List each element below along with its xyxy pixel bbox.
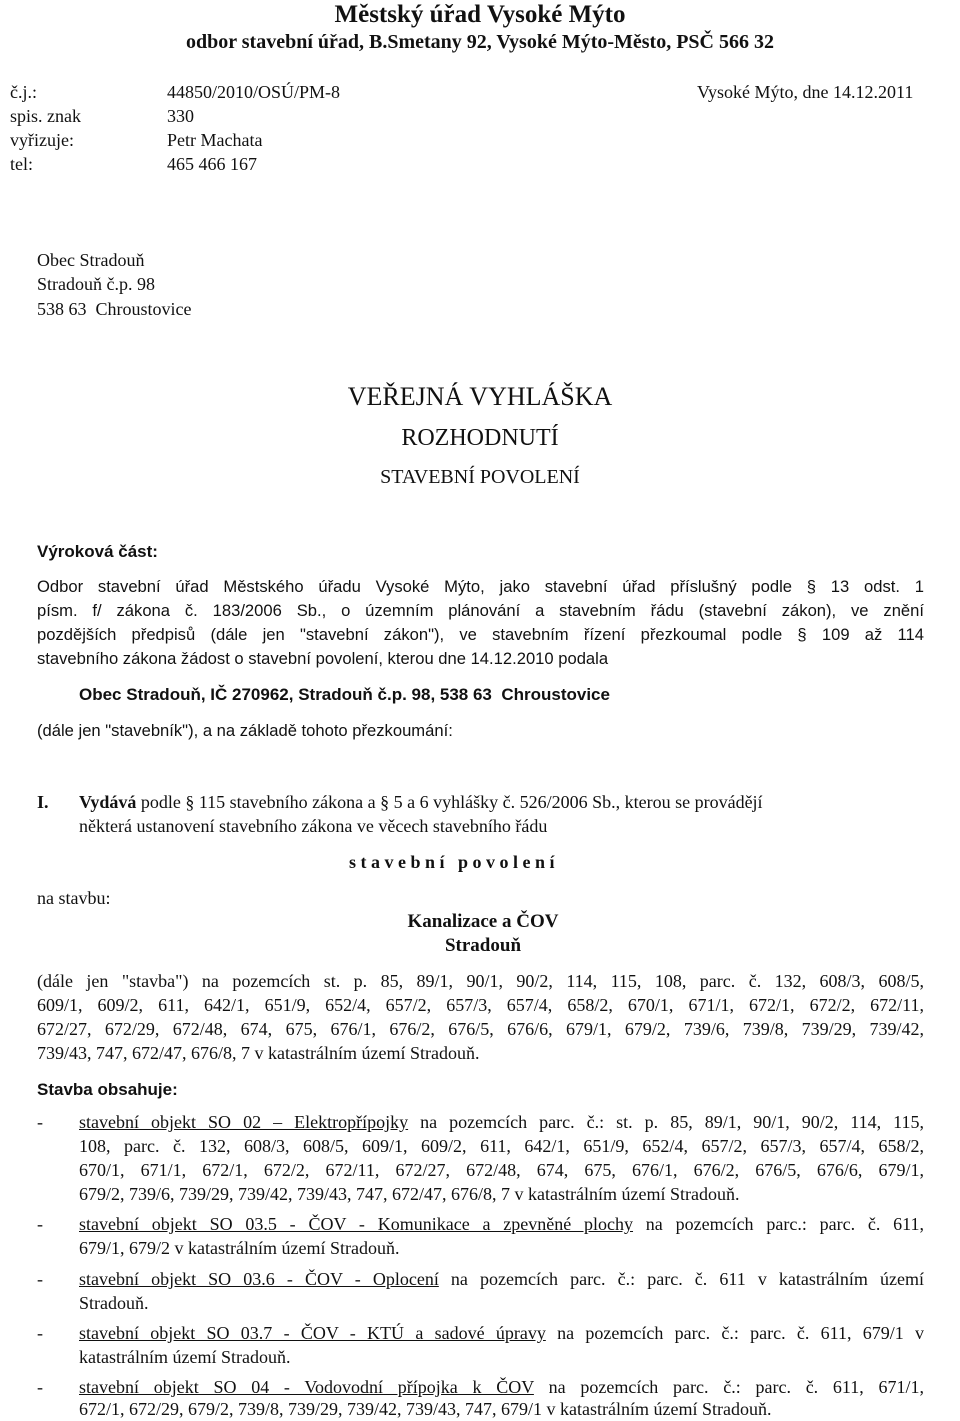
so036-text: na pozemcích parc. č.: parc. č. 611 v katastrálním území <box>438 1269 924 1289</box>
so037-title: stavební objekt SO 03.7 - ČOV - KTÚ a sadové úpravy <box>79 1323 546 1343</box>
office-name: Městský úřad Vysoké Mýto <box>334 1 626 28</box>
list-item-so02-line3: 670/1, 671/1, 672/1, 672/2, 672/11, 672/27, 672/48, 674, 675, 676/1, 676/2, 676/5, 676/6, 679/1, <box>79 1160 924 1180</box>
contents-heading: Stavba obsahuje: <box>37 1080 178 1099</box>
list-item-so02-line4: 679/2, 739/6, 739/29, 739/42, 739/43, 747, 672/47, 676/8, 7 v katastrálním území Stradouň. <box>79 1184 740 1204</box>
list-item-so02-line2: 108, parc. č. 132, 608/3, 608/5, 609/1, 609/2, 611, 642/1, 651/9, 652/4, 657/2, 657/3, 657/4, 658/2, <box>79 1136 924 1156</box>
so02-text: na pozemcích parc. č.: st. p. 85, 89/1, 90/1, 90/2, 114, 115, <box>408 1112 924 1132</box>
building-name-line1: Kanalizace a ČOV <box>407 911 559 932</box>
parcels-line3: 672/27, 672/29, 672/48, 674, 675, 676/1, 676/2, 676/5, 676/6, 679/1, 679/2, 739/6, 739/8, 739/29, 739/42, <box>37 1019 924 1039</box>
recipient-line2: Stradouň č.p. 98 <box>37 274 155 294</box>
tel-label: tel: <box>10 154 33 174</box>
list-item-so037-line1 <box>79 1321 924 1345</box>
so04-title: stavební objekt SO 04 - Vodovodní přípojka k ČOV <box>79 1377 534 1397</box>
so035-title: stavební objekt SO 03.5 - ČOV - Komunikace a zpevněné plochy <box>79 1214 634 1234</box>
title-public-notice: VEŘEJNÁ VYHLÁŠKA <box>347 382 613 411</box>
verdict-heading: Výroková část: <box>37 542 158 561</box>
recipient-line3: 538 63 Chroustovice <box>37 299 192 319</box>
vyrizuje-label: vyřizuje: <box>10 130 74 150</box>
list-item-so035-line2: 679/1, 679/2 v katastrálním území Stradouň. <box>79 1238 400 1258</box>
list-item-so04-line1 <box>79 1375 924 1399</box>
recipient-line1: Obec Stradouň <box>37 250 145 270</box>
verdict-line3: pozdějších předpisů (dále jen "stavební zákon"), ve stavebním řízení přezkoumal podle § 109 až 114 <box>37 625 924 644</box>
verdict-line2: písm. f/ zákona č. 183/2006 Sb., o územním plánování a stavebním řádu (stavební zákon), ve znění <box>37 601 924 620</box>
list-item-so02-line1 <box>79 1110 924 1134</box>
parcels-line2: 609/1, 609/2, 611, 642/1, 651/9, 652/4, 657/2, 657/3, 657/4, 658/2, 670/1, 671/1, 672/1, 672/2, 672/11, <box>37 995 924 1015</box>
building-label: na stavbu: <box>37 888 111 908</box>
so037-text: na pozemcích parc. č.: parc. č. 611, 679/1 v <box>545 1323 924 1343</box>
parcels-line4: 739/43, 747, 672/47, 676/8, 7 v katastrálním území Stradouň. <box>37 1043 480 1063</box>
section-number: I. <box>37 792 49 812</box>
section-issues-line2: některá ustanovení stavebního zákona ve věcech stavebního řádu <box>79 816 548 836</box>
verdict-line1: Odbor stavební úřad Městského úřadu Vysoké Mýto, jako stavební úřad příslušný podle § 13 odst. 1 <box>37 577 924 596</box>
issues-keyword: Vydává <box>79 792 137 812</box>
place-date: Vysoké Mýto, dne 14.12.2011 <box>697 82 914 102</box>
building-name-line2: Stradouň <box>444 935 522 956</box>
applicant: Obec Stradouň, IČ 270962, Stradouň č.p. 98, 538 63 Chroustovice <box>79 685 610 704</box>
issues-text: podle § 115 stavebního zákona a § 5 a 6 vyhlášky č. 526/2006 Sb., kterou se provádějí <box>136 792 763 812</box>
list-bullet: - <box>37 1323 43 1343</box>
spis-label: spis. znak <box>10 106 81 126</box>
list-bullet: - <box>37 1214 43 1234</box>
so035-text: na pozemcích parc.: parc. č. 611, <box>633 1214 925 1234</box>
permit-heading: s t a v e b n í p o v o l e n í <box>349 852 555 872</box>
verdict-line4: stavebního zákona žádost o stavební povolení, kterou dne 14.12.2010 podala <box>37 649 609 668</box>
department-address: odbor stavební úřad, B.Smetany 92, Vysoké Mýto-Město, PSČ 566 32 <box>186 31 774 53</box>
list-item-so036-line1 <box>79 1267 924 1291</box>
parcels-line1: (dále jen "stavba") na pozemcích st. p. 85, 89/1, 90/1, 90/2, 114, 115, 108, parc. č. 132, 608/3, 608/5, <box>37 971 924 991</box>
list-item-so035-line1 <box>79 1212 924 1236</box>
list-bullet: - <box>37 1269 43 1289</box>
cj-label: č.j.: <box>10 82 37 102</box>
title-decision: ROZHODNUTÍ <box>401 425 559 451</box>
so02-title: stavební objekt SO 02 – Elektropřípojky <box>79 1112 409 1132</box>
so04-text: na pozemcích parc. č.: parc. č. 611, 671/1, <box>533 1377 924 1397</box>
section-issues-line1 <box>79 790 763 814</box>
so036-title: stavební objekt SO 03.6 - ČOV - Oplocení <box>79 1269 439 1289</box>
cj-value: 44850/2010/OSÚ/PM-8 <box>167 82 341 102</box>
list-item-so037-line2: katastrálním území Stradouň. <box>79 1347 291 1367</box>
tel-value: 465 466 167 <box>167 154 257 174</box>
list-bullet: - <box>37 1112 43 1132</box>
title-building-permit: STAVEBNÍ POVOLENÍ <box>380 466 580 488</box>
verdict-line5: (dále jen "stavebník"), a na základě tohoto přezkoumání: <box>37 721 453 740</box>
list-item-so04-line2: 672/1, 672/29, 679/2, 739/8, 739/29, 739/42, 739/43, 747, 679/1 v katastrálním území Stradouň. <box>79 1399 772 1419</box>
list-item-so036-line2: Stradouň. <box>79 1293 149 1313</box>
vyrizuje-value: Petr Machata <box>167 130 263 150</box>
list-bullet: - <box>37 1377 43 1397</box>
spis-value: 330 <box>167 106 194 126</box>
